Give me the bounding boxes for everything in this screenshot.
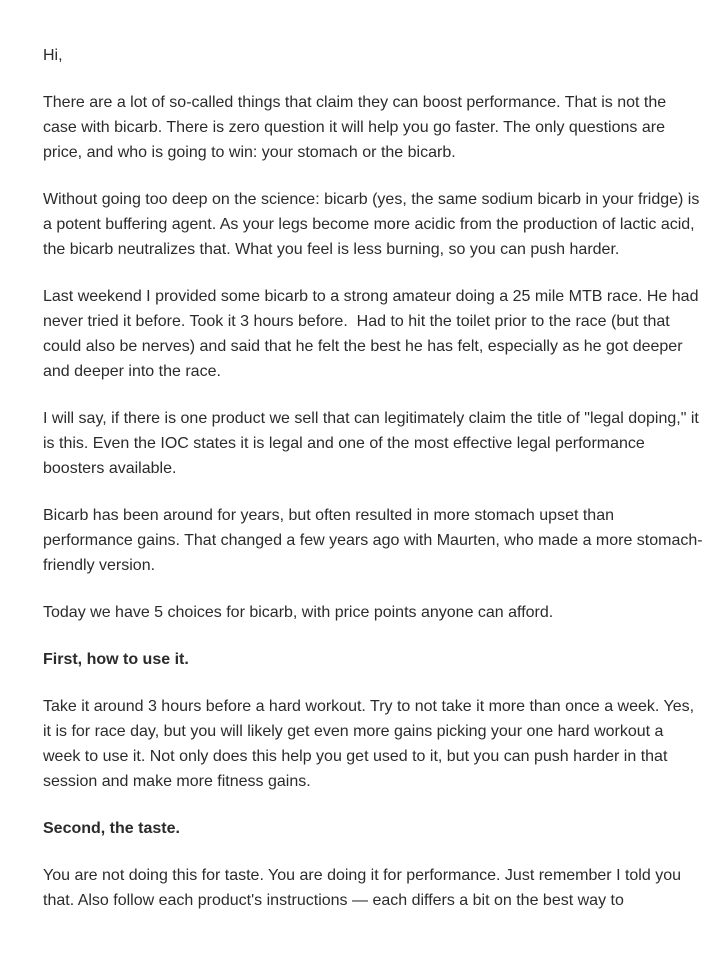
paragraph-history: Bicarb has been around for years, but often resulted in more stomach upset than performance gains. That changed a few years ago with Maurten, who made a more stomach-friendly version. <box>43 507 703 574</box>
heading-taste: Second, the taste. <box>43 820 180 837</box>
paragraph-usage: Take it around 3 hours before a hard workout. Try to not take it more than once a week. Yes, it is for race day, but you will likely get even more gains picking your one hard workout a week to use it. Not only does this help you get used to it, but you can push harder in that session and make more fitness gains. <box>43 698 699 790</box>
paragraph-legal-doping: I will say, if there is one product we sell that can legitimately claim the title of "legal doping," it is this. Even the IOC states it is legal and one of the most effective legal performance boosters available. <box>43 410 704 477</box>
paragraph-science: Without going too deep on the science: bicarb (yes, the same sodium bicarb in your fridge) is a potent buffering agent. As your legs become more acidic from the production of lactic acid, the bicarb neutralizes that. What you feel is less burning, so you can push harder. <box>43 191 704 258</box>
paragraph-intro: There are a lot of so-called things that claim they can boost performance. That is not the case with bicarb. There is zero question it will help you go faster. The only questions are price, and who is going to win: your stomach or the bicarb. <box>43 94 671 161</box>
paragraph-anecdote: Last weekend I provided some bicarb to a strong amateur doing a 25 mile MTB race. He had never tried it before. Took it 3 hours before. Had to hit the toilet prior to the race (but that could also be nerves) and said that he felt the best he has felt, especially as he got deeper and deeper into the race. <box>43 288 703 380</box>
email-body <box>43 43 703 935</box>
paragraph-taste: You are not doing this for taste. You are doing it for performance. Just remember I told you that. Also follow each product's instructions — each differs a bit on the best way to <box>43 867 686 909</box>
heading-usage: First, how to use it. <box>43 651 189 668</box>
greeting: Hi, <box>43 47 63 64</box>
paragraph-choices: Today we have 5 choices for bicarb, with price points anyone can afford. <box>43 604 554 621</box>
